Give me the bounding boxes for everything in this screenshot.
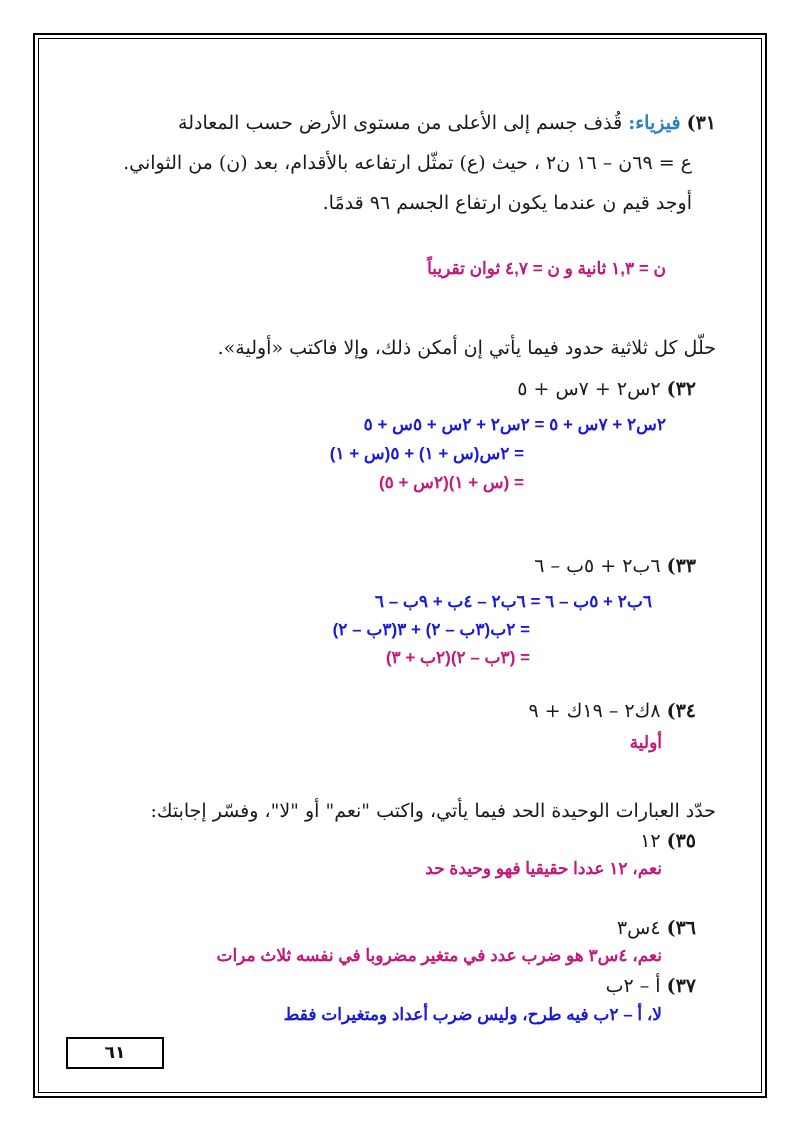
problem-32-number: ٣٢) xyxy=(666,378,696,400)
problem-35-number: ٣٥) xyxy=(666,830,696,852)
problem-32-step1: ٢س٢ + ٧س + ٥ = ٢س٢ + ٢س + ٥س + ٥ xyxy=(363,415,666,434)
problem-31-line2: ع = ٦٩ن – ١٦ ن٢ ، حيث (ع) تمثّل ارتفاعه بالأقدام، بعد (ن) من الثواني. xyxy=(123,152,692,174)
problem-36-expression: ٤س٣ xyxy=(616,917,661,939)
problem-32-step3: = (س + ١)(٢س + ٥) xyxy=(378,473,524,492)
problem-31-text-line1: قُذف جسم إلى الأعلى من مستوى الأرض حسب المعادلة xyxy=(178,112,623,134)
problem-31-tag: فيزياء: xyxy=(628,112,681,134)
problem-36-answer-text: نعم، ٤س٣ هو ضرب عدد في متغير مضروبا في نفسه ثلاث مرات xyxy=(216,946,662,965)
problem-36-answer xyxy=(216,946,662,966)
problem-36-number: ٣٦) xyxy=(666,917,696,939)
section-monomial-instruction: حدّد العبارات الوحيدة الحد فيما يأتي، واكتب "نعم" أو "لا"، وفسّر إجابتك: xyxy=(150,800,716,822)
page-number-box xyxy=(66,1037,164,1069)
problem-31-answer: ن = ١,٣ ثانية و ن = ٤,٧ ثوان تقريباً xyxy=(427,259,666,278)
problem-35-line xyxy=(640,830,696,852)
problem-31-number: ٣١) xyxy=(686,112,716,134)
problem-33-step1: ٦ب٢ + ٥ب – ٦ = ٦ب٢ – ٤ب + ٩ب – ٦ xyxy=(374,592,652,611)
problem-31-line3: أوجد قيم ن عندما يكون ارتفاع الجسم ٩٦ قدمًا. xyxy=(322,192,692,214)
problem-35-expression: ١٢ xyxy=(640,830,661,852)
problem-37-answer xyxy=(284,1005,662,1025)
problem-34-number: ٣٤) xyxy=(666,700,696,722)
problem-33-step3: = (٣ب – ٢)(٢ب + ٣) xyxy=(385,648,530,667)
problem-36-line xyxy=(617,917,696,939)
problem-33-step2: = ٢ب(٣ب – ٢) + ٣(٣ب – ٢) xyxy=(332,620,530,639)
problem-37-line xyxy=(606,975,696,997)
problem-32-line xyxy=(517,378,696,400)
problem-34-expression: ٨ك٢ – ١٩ك + ٩ xyxy=(528,700,661,722)
problem-35-answer: نعم، ١٢ عددا حقيقيا فهو وحيدة حد xyxy=(425,859,662,878)
section-factor-instruction: حلّل كل ثلاثية حدود فيما يأتي إن أمكن ذلك، وإلا فاكتب «أولية». xyxy=(217,337,716,359)
problem-37-expression: أ – ٢ب xyxy=(605,975,661,997)
problem-31-line1 xyxy=(178,112,716,134)
problem-33-expression: ٦ب٢ + ٥ب – ٦ xyxy=(534,555,661,577)
problem-37-number: ٣٧) xyxy=(666,975,696,997)
problem-34-line xyxy=(529,700,696,722)
problem-33-number: ٣٣) xyxy=(666,555,696,577)
problem-34-answer: أولية xyxy=(629,733,662,752)
problem-33-line xyxy=(534,555,696,577)
problem-37-answer-text: لا، أ – ٢ب فيه طرح، وليس ضرب أعداد ومتغيرات فقط xyxy=(283,1005,662,1024)
problem-32-step2: = ٢س(س + ١) + ٥(س + ١) xyxy=(329,444,524,463)
page-number: ٦١ xyxy=(104,1043,126,1063)
problem-32-expression: ٢س٢ + ٧س + ٥ xyxy=(517,378,661,400)
